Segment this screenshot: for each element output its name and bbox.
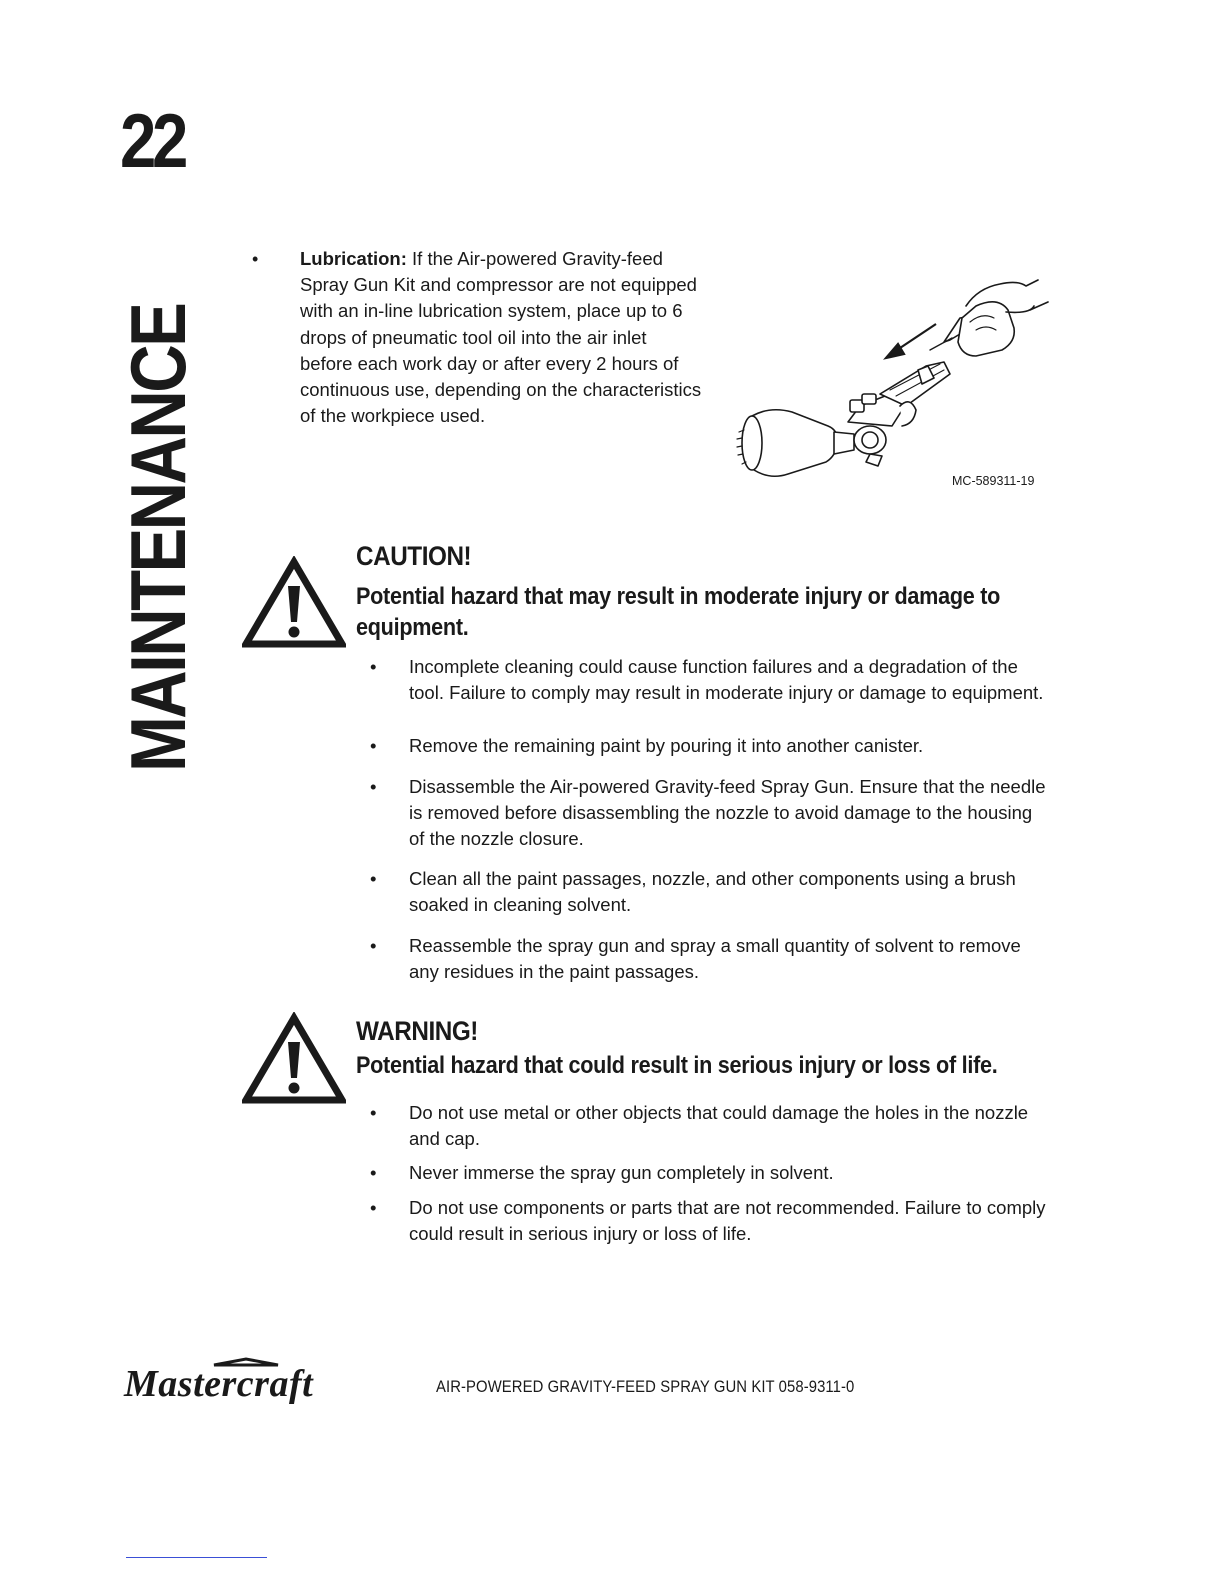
gun-trigger	[900, 402, 916, 426]
list-item: • Disassemble the Air-powered Gravity-feed Spray Gun. Ensure that the needle is removed before disassembling the nozzle to avoid damage to the housing of the nozzle closure.	[370, 774, 1050, 853]
page-number: 22	[120, 99, 185, 184]
warning-subtitle: Potential hazard that could result in serious injury or loss of life.	[356, 1052, 998, 1079]
figure-code: MC-589311-19	[952, 474, 1035, 488]
list-item: • Remove the remaining paint by pouring it into another canister.	[370, 733, 1050, 759]
section-title-text: MAINTENANCE	[114, 304, 202, 772]
mastercraft-logo	[122, 1356, 386, 1404]
lubrication-lead: Lubrication:	[300, 248, 407, 269]
list-item: • Do not use components or parts that are not recommended. Failure to comply could result in serious injury or loss of life.	[370, 1195, 1050, 1247]
list-item: • Do not use metal or other objects that could damage the holes in the nozzle and cap.	[370, 1100, 1050, 1152]
bottom-rule	[126, 1557, 267, 1558]
warning-list	[370, 1100, 1050, 1247]
warning-triangle-icon	[242, 1012, 346, 1106]
lubrication-bullet	[252, 246, 702, 429]
gun-handle	[880, 362, 950, 406]
footer-product-name: AIR-POWERED GRAVITY-FEED SPRAY GUN KIT 058-9311-0	[436, 1378, 855, 1396]
spray-gun-oiling-illustration	[730, 266, 1050, 492]
paint-cup	[752, 410, 838, 477]
list-item: • Clean all the paint passages, nozzle, and other components using a brush soaked in cleaning solvent.	[370, 866, 1050, 918]
caution-list	[370, 654, 1050, 985]
logo-wordmark: Mastercraft	[124, 1363, 314, 1404]
list-item: • Incomplete cleaning could cause function failures and a degradation of the tool. Failure to comply may result in moderate injury or damage to equipment.	[370, 654, 1050, 706]
list-item: • Never immerse the spray gun completely in solvent.	[370, 1160, 1050, 1186]
caution-subtitle: Potential hazard that may result in moderate injury or damage to equipment.	[356, 583, 1001, 641]
caution-warning-triangle-icon	[242, 556, 346, 650]
lubrication-body: If the Air-powered Gravity-feed Spray Gun Kit and compressor are not equipped with an in-line lubrication system, place up to 6 drops of pneumatic tool oil into the air inlet before each work day or after every 2 hours of continuous use, depending on the characteristics of the workpiece used.	[300, 248, 702, 427]
warning-title: WARNING!	[356, 1016, 478, 1046]
list-item: • Reassemble the spray gun and spray a small quantity of solvent to remove any residues in the paint passages.	[370, 933, 1050, 985]
section-title	[114, 272, 202, 772]
bullet-icon: •	[252, 249, 259, 269]
lubrication-text	[300, 246, 702, 429]
caution-title: CAUTION!	[356, 541, 472, 571]
